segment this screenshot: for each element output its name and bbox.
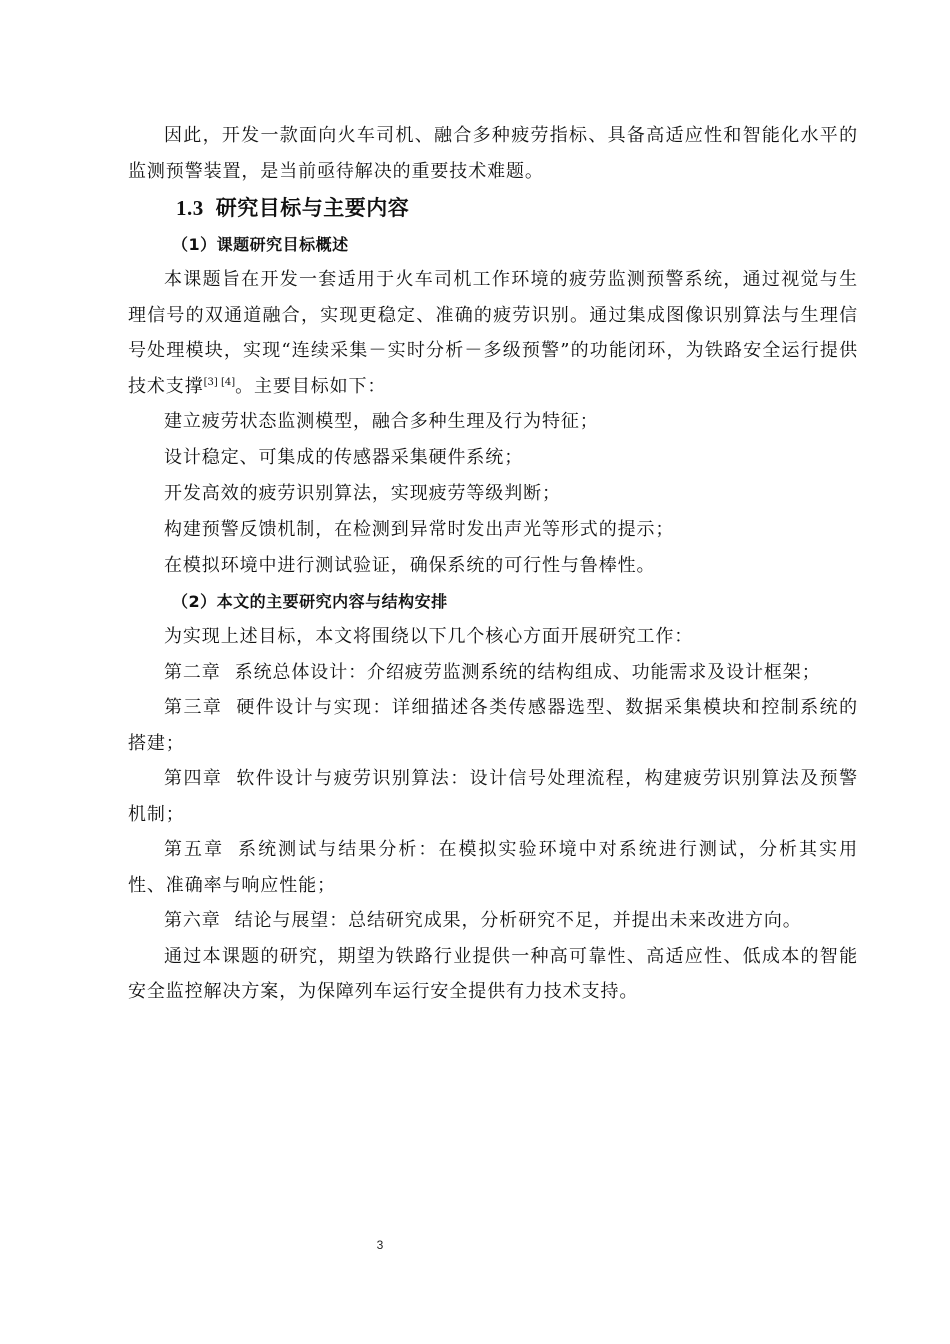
subsection-2-heading: （2）本文的主要研究内容与结构安排 — [172, 592, 448, 611]
chapter-label: 第二章 — [164, 661, 221, 683]
chapter-item — [128, 690, 858, 761]
chapter-item — [128, 832, 858, 903]
page-body — [128, 118, 858, 1010]
chapter-description: 系统总体设计：介绍疲劳监测系统的结构组成、功能需求及设计框架； — [234, 661, 821, 683]
goal-item: 构建预警反馈机制，在检测到异常时发出声光等形式的提示； — [164, 519, 675, 540]
chapter-item — [128, 655, 858, 691]
structure-intro: 为实现上述目标，本文将围绕以下几个核心方面开展研究工作： — [164, 626, 694, 647]
goal-item: 开发高效的疲劳识别算法，实现疲劳等级判断； — [164, 483, 561, 504]
chapter-item — [128, 903, 858, 939]
objectives-paragraph — [128, 262, 858, 404]
goals-list — [128, 404, 858, 584]
page-number: 3 — [376, 1238, 384, 1252]
closing-paragraph: 通过本课题的研究，期望为铁路行业提供一种高可靠性、高适应性、低成本的智能安全监控解决方案，为保障列车运行安全提供有力技术支持。 — [128, 945, 858, 1002]
chapter-list — [128, 655, 858, 939]
objectives-text-tail: 。主要目标如下： — [235, 375, 387, 397]
chapter-label: 第六章 — [164, 910, 221, 931]
chapter-label: 第四章 — [164, 768, 223, 789]
goal-item: 建立疲劳状态监测模型，融合多种生理及行为特征； — [164, 411, 599, 432]
goal-item: 在模拟环境中进行测试验证，确保系统的可行性与鲁棒性。 — [164, 555, 656, 576]
section-title: 研究目标与主要内容 — [215, 196, 410, 220]
objectives-text: 本课题旨在开发一套适用于火车司机工作环境的疲劳监测预警系统，通过视觉与生理信号的双通道融合，实现更稳定、准确的疲劳识别。通过集成图像识别算法与生理信号处理模块，实现“连续采集－实时分析－多级预警”的功能闭环，为铁路安全运行提供技术支撑 — [128, 269, 858, 397]
chapter-item — [128, 761, 858, 832]
section-heading — [176, 189, 858, 227]
section-number: 1.3 — [176, 196, 204, 220]
chapter-label: 第三章 — [164, 697, 223, 718]
goal-item: 设计稳定、可集成的传感器采集硬件系统； — [164, 447, 524, 468]
chapter-label: 第五章 — [164, 839, 225, 860]
chapter-description: 软件设计与疲劳识别算法：设计信号处理流程，构建疲劳识别算法及预警机制； — [128, 768, 859, 825]
subsection-1-heading: （1）课题研究目标概述 — [172, 235, 349, 254]
chapter-description: 系统测试与结果分析：在模拟实验环境中对系统进行测试，分析其实用性、准确率与响应性能； — [128, 839, 858, 896]
chapter-description: 结论与展望：总结研究成果，分析研究不足，并提出未来改进方向。 — [234, 910, 802, 931]
citation-reference: [3] [4] — [203, 376, 236, 388]
intro-paragraph: 因此，开发一款面向火车司机、融合多种疲劳指标、具备高适应性和智能化水平的监测预警装置，是当前亟待解决的重要技术难题。 — [128, 125, 858, 182]
chapter-description: 硬件设计与实现：详细描述各类传感器选型、数据采集模块和控制系统的搭建； — [128, 697, 859, 754]
